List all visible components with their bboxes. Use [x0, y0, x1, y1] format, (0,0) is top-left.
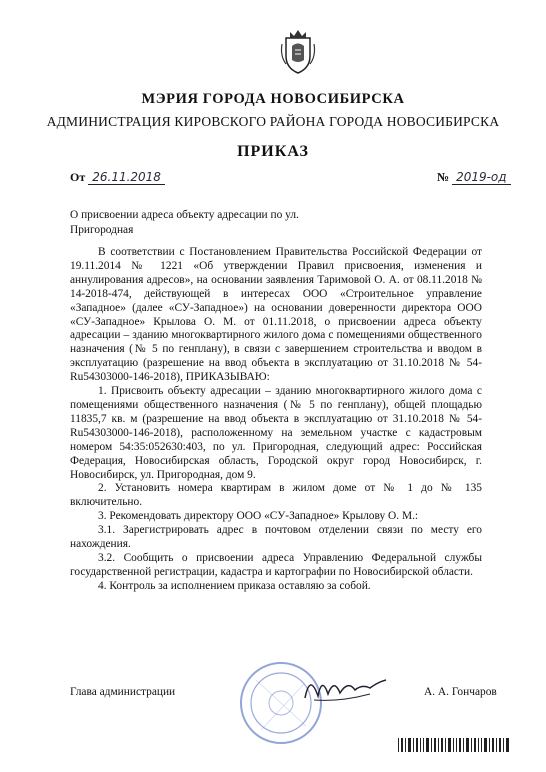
paragraph-item-4: 4. Контроль за исполнением приказа оставляю за собой. — [98, 579, 371, 592]
signatory-position: Глава администрации — [70, 686, 176, 698]
date-value: 26.11.2018 — [88, 170, 165, 185]
date-label: От — [70, 170, 86, 184]
signatory-name: А. А. Гончаров — [424, 686, 497, 698]
number-row — [437, 170, 511, 185]
document-body — [70, 246, 482, 594]
department-title: АДМИНИСТРАЦИЯ КИРОВСКОГО РАЙОНА ГОРОДА НОВОСИБИРСКА — [46, 114, 500, 129]
paragraph-item-3-2: 3.2. Сообщить о присвоении адреса Управлению Федеральной службы государственной регистрации, кадастра и картографии по Новосибирской области. — [70, 551, 482, 578]
date-row — [70, 170, 165, 185]
paragraph-preamble: В соответствии с Постановлением Правительства Российской Федерации от 19.11.2014 № 1221 «Об утверждении Правил присвоения, изменения и аннулирования адресов», на основании заявления Таримовой О. А. от 08.11.2018 № 14-2018-474, действующей в интересах ООО «Строительное управление «Западное» (далее «СУ-Западное») на основании доверенности директора ООО «СУ-Западное» Крылова О. М. от 01.11.2018, о присвоении адреса объекту адресации – зданию многоквартирного жилого дома с помещениями общественного назначения (№ 5 по генплану), в связи с завершением строительства и вводом в эксплуатацию (разрешение на ввод объекта в эксплуатацию от 31.10.2018 № 54-Ru54303000-146-2018), ПРИКАЗЫВАЮ: — [70, 246, 482, 384]
barcode-icon — [398, 738, 510, 758]
number-value: 2019-од — [452, 170, 511, 185]
paragraph-item-3-1: 3.1. Зарегистрировать адрес в почтовом отделении связи по месту его нахождения. — [70, 524, 482, 551]
paragraph-item-1: 1. Присвоить объекту адресации – зданию многоквартирного жилого дома с помещениями общественного назначения (№ 5 по генплану), общей площадью 11835,7 кв. м (разрешение на ввод объекта в эксплуатацию от 31.10.2018 № 54-Ru54303000-146-2018), расположенному на земельном участке с кадастровым номером 54:35:052630:403, по ул. Пригородная, следующий адрес: Российская Федерация, Новосибирская область, Городской округ город Новосибирск, г. Новосибирск, ул. Пригородная, дом 9. — [70, 385, 482, 481]
document-type: ПРИКАЗ — [237, 143, 309, 160]
handwritten-signature-icon — [300, 668, 390, 708]
coat-of-arms-icon — [278, 26, 318, 76]
subject: О присвоении адреса объекту адресации по ул. Пригородная — [70, 209, 299, 236]
paragraph-item-2: 2. Установить номера квартирам в жилом доме от № 1 до № 135 включительно. — [70, 482, 482, 509]
number-label: № — [437, 170, 450, 184]
org-title: МЭРИЯ ГОРОДА НОВОСИБИРСКА — [141, 91, 405, 107]
paragraph-item-3: 3. Рекомендовать директору ООО «СУ-Западное» Крылову О. М.: — [98, 510, 419, 523]
